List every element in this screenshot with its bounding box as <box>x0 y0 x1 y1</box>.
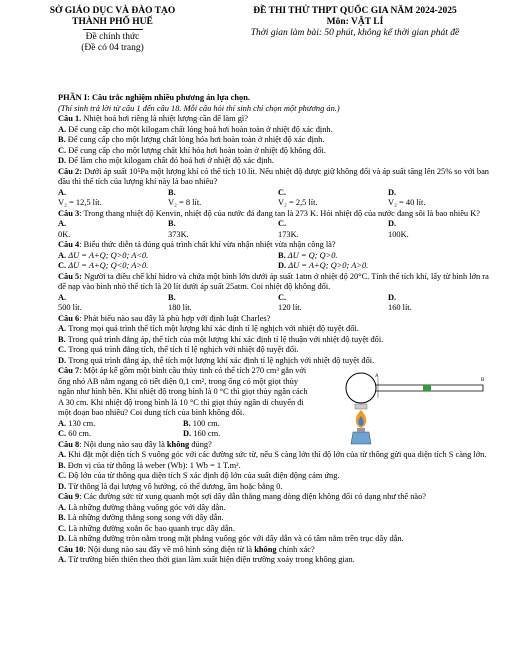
official-label: Đề chính thức <box>85 32 140 42</box>
option-b: B. ΔU = Q; Q>0. <box>278 250 338 260</box>
option-c: C. 173K. <box>278 219 299 239</box>
option-d: D. Từ thông là đại lượng vô hướng, có thể dương, âm hoặc bằng 0. <box>58 481 283 491</box>
option-c: C. Trong quá trình đẳng tích, thể tích tỉ lệ nghịch với nhiệt độ tuyệt đối. <box>58 345 299 354</box>
option-d: D. ΔU = A+Q; Q>0; A>0. <box>278 261 369 270</box>
question-3: Câu 3: Trong thang nhiệt độ Kenvin, nhiệt độ của nước đá đang tan là 273 K. Hỏi nhiệt độ của nước đang sôi là bao nhiêu K? <box>58 208 480 218</box>
header-left-underline <box>83 29 143 30</box>
option-c: C. 120 lít. <box>278 292 302 312</box>
label-b: B <box>481 378 485 383</box>
option-b: B. Trong quá trình đẳng áp, thể tích của một lượng khí xác định tỉ lệ thuận với nhiệt độ tuyệt đối. <box>58 334 384 344</box>
option-a: A. ΔU = A+Q; Q>0; A<0. <box>58 250 149 260</box>
header-right <box>210 6 500 39</box>
option-d: D. Trong quá trình đẳng áp, thể tích một lượng khí xác định tỉ lệ nghịch với nhiệt độ tuyệt đối. <box>58 355 375 365</box>
option-a: A. Từ trường biến thiên theo thời gian làm xuất hiện điện trường xoáy trong không gian. <box>58 555 355 564</box>
options-row <box>58 251 498 262</box>
option-b: B. Để cung cấp cho một lượng chất lỏng hóa hơi hoàn toàn ở nhiệt độ xác định. <box>58 135 325 144</box>
question-7: Câu 7: Một áp kế gồm một bình cầu thủy tinh có thể tích 270 cm³ gắn với ống nhỏ AB nằm ngang có tiết diện 0,1 cm², trong ống có một giọt thủy ngân như hình bên. Khi nhiệt độ trong bình là 0 °C thì giọt thủy ngân cách A 30 cm. Khi nhiệt độ trong bình là 10 °C thì giọt thủy ngân di chuyển đi một đoạn bao nhiêu? Coi dung tích của bình không đổi. A. 130 cm. B. 100 cm. C. 60 cm. D. 160 cm. A B <box>58 366 498 440</box>
question-text: Nhiệt hoá hơi riêng là nhiệt lượng cần để làm gì? <box>81 114 248 123</box>
option-d: D. Để làm cho một kilogam chất đó hoá hơi ở nhiệt độ xác định. <box>58 156 274 165</box>
option-a: A. Khi đặt một diện tích S vuông góc với các đường sức từ, nếu S càng lớn thì độ lớn của từ thông gửi qua diện tích S càng lớn. <box>58 450 487 459</box>
option-b: B. Là những đường thẳng song song với dây dẫn. <box>58 513 224 522</box>
question-2: Câu 2: Dưới áp suất 10⁵Pa một lượng khí có thể tích 10 lít. Nếu nhiệt độ được giữ không đổi và áp suất tăng lên 25% so với ban đầu thì thể tích của lượng khí này là bao nhiêu? <box>58 166 489 186</box>
option-d: D. Là những đường tròn nằm trong mặt phẳng vuông góc với dây dẫn và có tâm nằm trên trục dây dẫn. <box>58 534 404 543</box>
option-d: D. V₂ = 40 lít. <box>388 187 426 207</box>
option-c: C. 60 cm. <box>58 429 92 438</box>
question-10: Câu 10: Nội dung nào sau đây về mô hình sóng điện từ là không chính xác? <box>58 544 315 554</box>
option-a: A. Là những đường thẳng vuông góc với dây dẫn. <box>58 502 226 512</box>
question-5: Câu 5: Người ta điều chế khí hidro và chứa một bình lớn dưới áp suất 1atm ở nhiệt độ 20°C. Tính thể tích khí, lấy từ bình lớn ra để nạp vào bình nhỏ thể tích là 20 lít dưới áp suất 25atm. Coi nhiệt độ không đổi. <box>58 271 489 291</box>
page-count: (Đề có 04 trang) <box>81 43 144 53</box>
question-4: Câu 4: Biểu thức diễn tả đúng quá trình chất khí vừa nhận nhiệt vừa nhận công là? <box>58 240 336 249</box>
option-c: C. Để cung cấp cho một lượng chất khí hóa hơi hoàn toàn ở nhiệt độ không đổi. <box>58 145 326 155</box>
exam-title: ĐỀ THI THỬ THPT QUỐC GIA NĂM 2024-2025 <box>253 6 457 16</box>
question-1 <box>58 114 498 125</box>
option-b: B. 100 cm. <box>183 418 220 428</box>
mercury-drop <box>423 385 431 391</box>
option-a: A. 0K. <box>58 219 71 239</box>
options-row <box>58 293 498 314</box>
option-b: B. 373K. <box>168 219 189 239</box>
option-c: C. V₂ = 2,5 lít. <box>278 187 318 207</box>
options-row <box>58 188 498 209</box>
exam-body <box>58 93 498 566</box>
option-a: A. 130 cm. <box>58 418 96 428</box>
question-8: Câu 8: Nội dung nào sau đây là không đúng? <box>58 439 212 449</box>
option-b: B. Đơn vị của từ thông là weber (Wb): 1 Wb = 1 T.m². <box>58 460 241 470</box>
options-row <box>58 261 498 272</box>
question-9: Câu 9: Các đường sức từ xung quanh một sợi dây dẫn thẳng mang dòng điện không đổi có dạng như thế nào? <box>58 492 427 501</box>
option-b: B. 180 lít. <box>168 292 192 312</box>
subject-name: Môn: VẬT LÍ <box>326 17 384 27</box>
city-name: THÀNH PHỐ HUẾ <box>72 17 153 27</box>
header-left <box>30 6 195 54</box>
option-a: A. Trong mọi quá trình thể tích một lượng khí xác định tỉ lệ nghịch với nhiệt độ tuyệt đối. <box>58 324 359 333</box>
question-6: Câu 6: Phát biểu nào sau đây là phù hợp với định luật Charles? <box>58 313 271 323</box>
label-a: A <box>375 374 379 379</box>
section-title: PHẦN I: Câu trắc nghiệm nhiều phương án lựa chọn. <box>58 93 250 102</box>
time-limit: Thời gian làm bài: 50 phút, không kể thời gian phát đề <box>250 28 460 38</box>
options-row <box>58 219 498 240</box>
option-c: C. Độ lớn của từ thông qua diện tích S xác định độ lớn của suất điện động cảm ứng. <box>58 471 340 480</box>
department-name: SỞ GIÁO DỤC VÀ ĐÀO TẠO <box>49 6 176 16</box>
option-a: A.V₂ = 12,5 lít. <box>58 187 102 207</box>
section-instruction: (Thí sinh trả lời từ câu 1 đến câu 18. Mỗi câu hỏi thí sinh chỉ chọn một phương án.) <box>58 103 340 113</box>
option-b: B. V₂ = 8 lít. <box>168 187 202 207</box>
exam-header <box>0 6 506 90</box>
option-c: C. ΔU = A+Q; Q<0; A>0. <box>58 261 149 270</box>
option-a: A. Để cung cấp cho một kilogam chất lỏng hoá hơi hoàn toàn ở nhiệt độ xác định. <box>58 124 333 134</box>
option-d: D. 160 cm. <box>183 429 221 438</box>
option-d: D. 100K. <box>388 219 409 239</box>
option-d: D. 160 lít. <box>388 292 412 312</box>
question-number: Câu 1. <box>58 114 82 123</box>
option-a: A. 500 lít. <box>58 292 82 312</box>
manometer-figure <box>323 366 493 456</box>
option-c: C. Là những đường xoắn ốc bao quanh trục dây dẫn. <box>58 523 235 533</box>
